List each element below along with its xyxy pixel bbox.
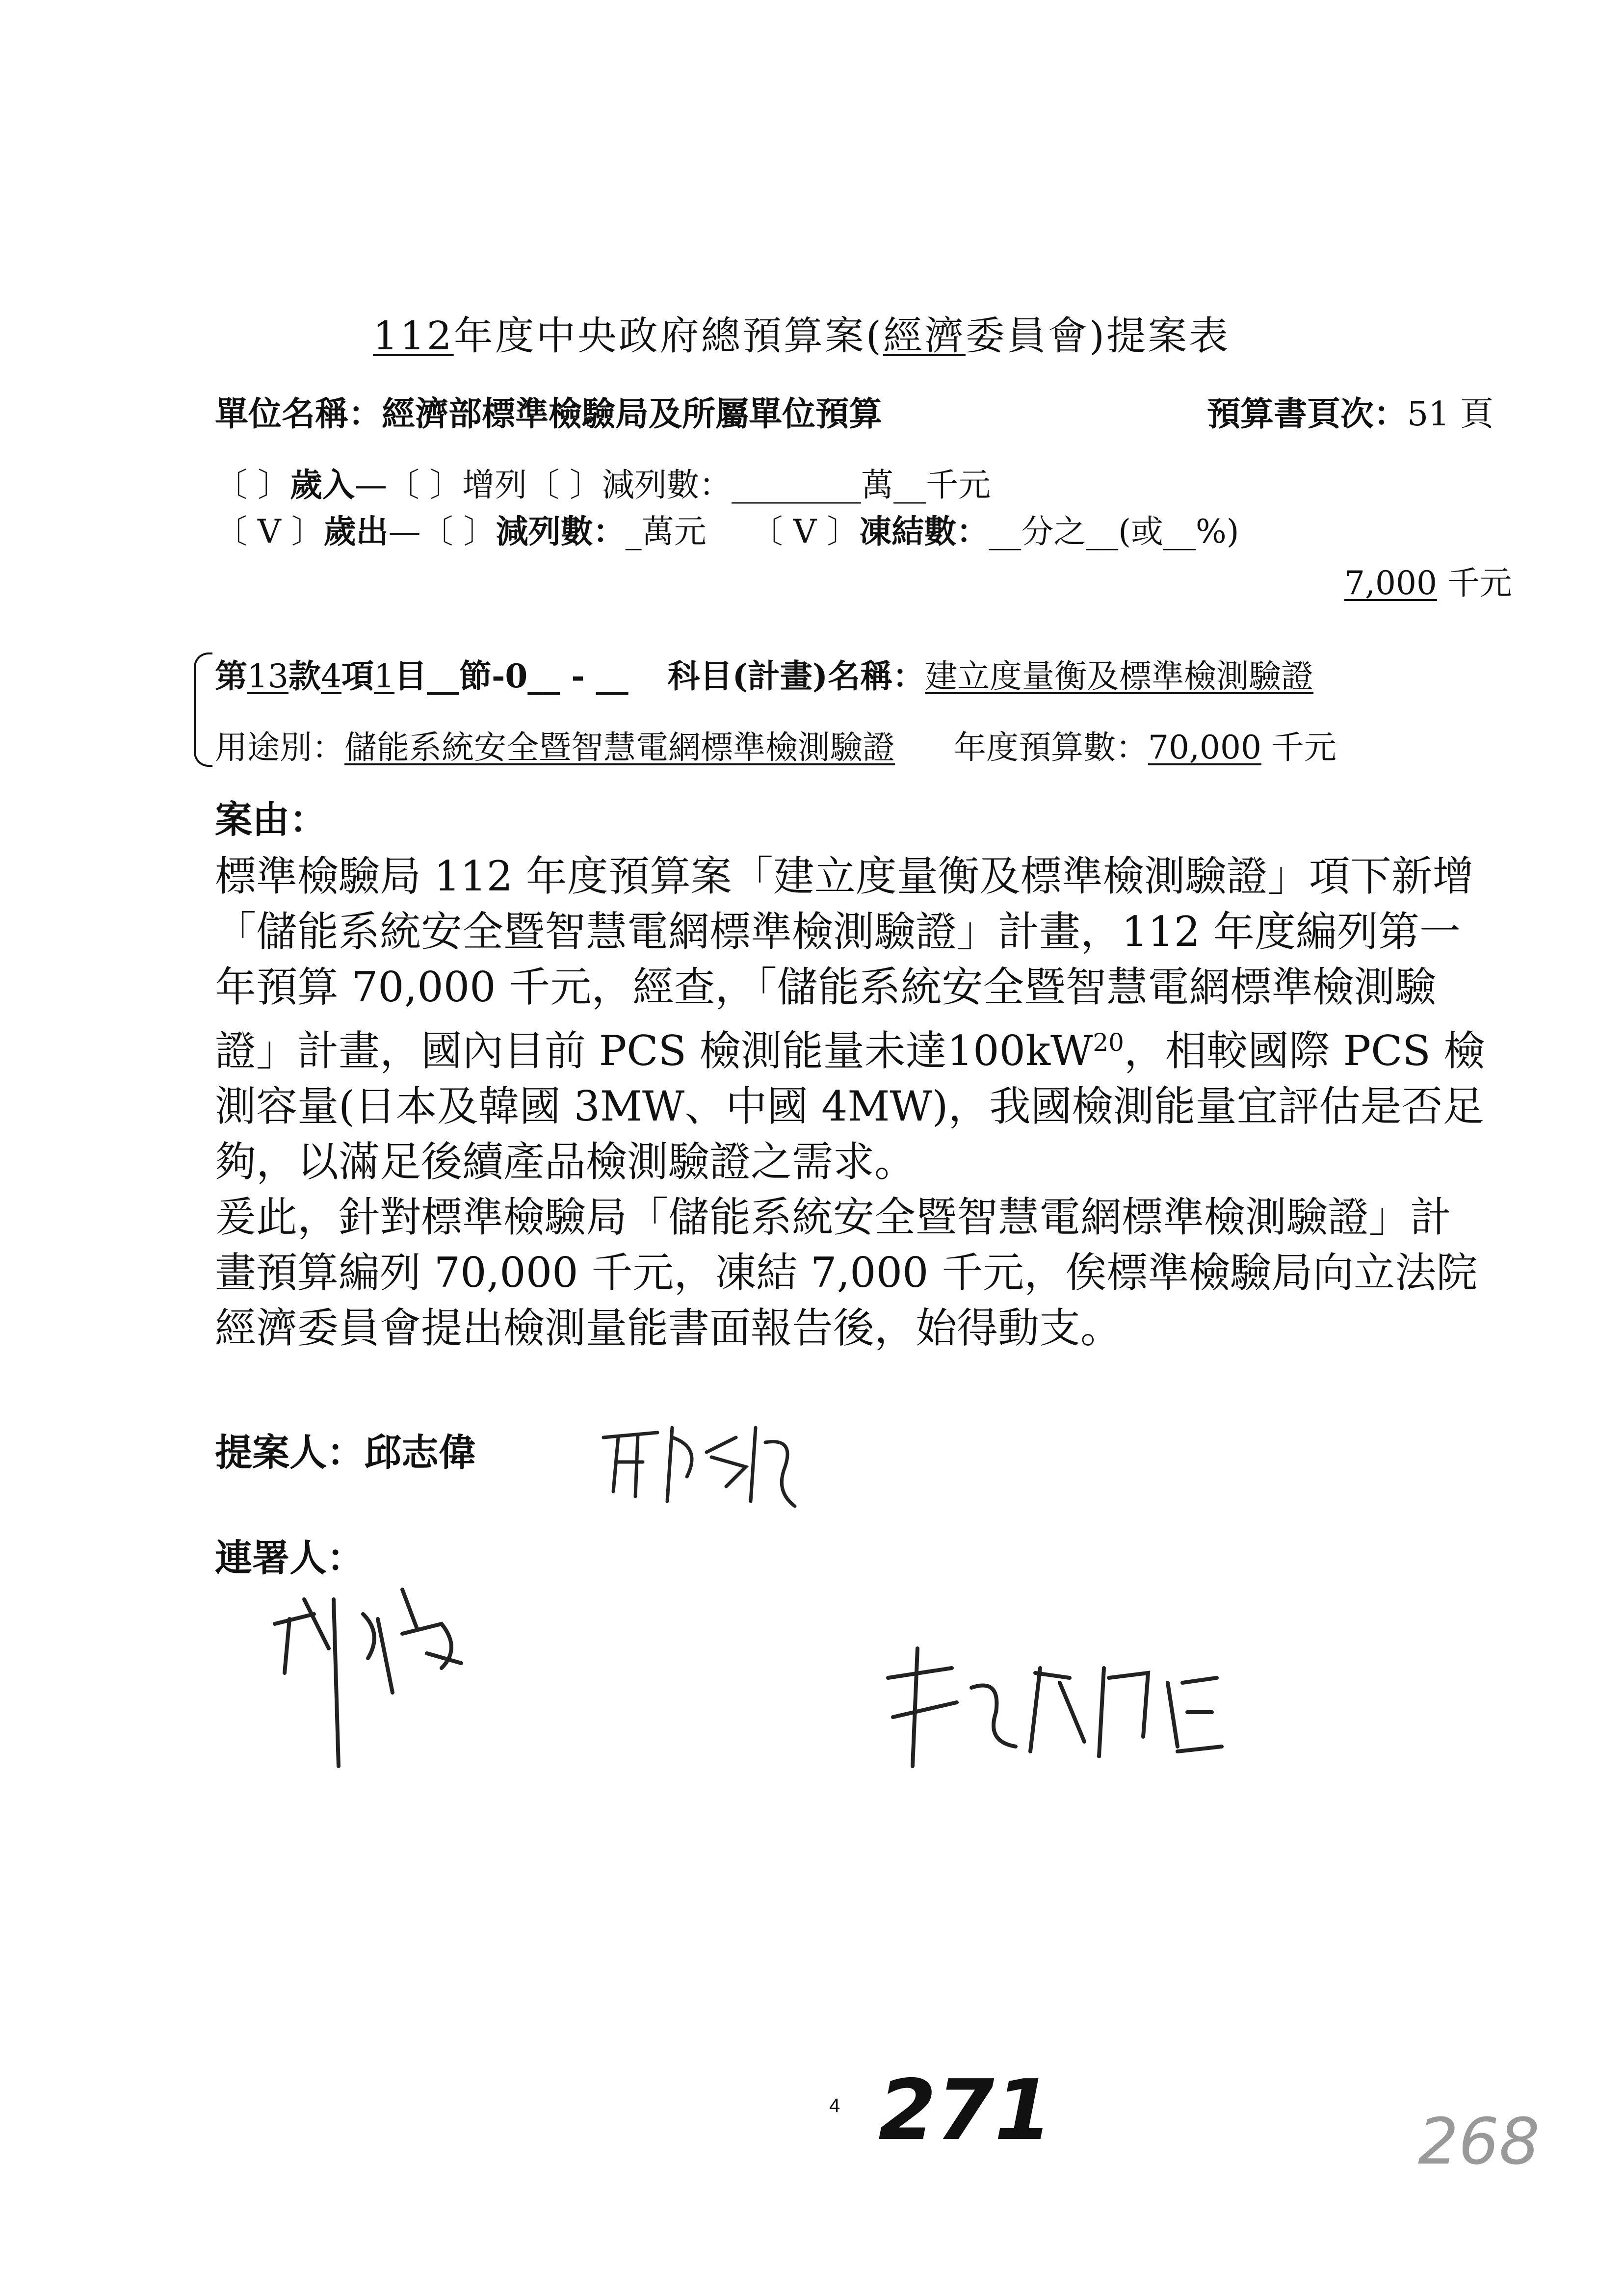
cosigner-signature-1 — [255, 1570, 486, 1776]
handwritten-page-number — [873, 2065, 1060, 2154]
usage-line: 用途別：儲能系統安全暨智慧電網標準檢測驗證 年度預算數：70,000 千元 — [215, 729, 1336, 766]
reason-body — [215, 849, 1491, 1356]
unit-name: 單位名稱：經濟部標準檢驗局及所屬單位預算 — [215, 394, 883, 434]
budget-item: 第13款4項1目__節-0__ - __ 科目(計畫)名稱：建立度量衡及標準檢測驗證 — [215, 657, 1314, 695]
budget-page: 預算書頁次：51 頁 — [1207, 394, 1494, 434]
form-title: 112年度中央政府總預算案(經濟委員會)提案表 — [373, 313, 1231, 359]
page-number: 4 — [829, 2095, 840, 2116]
cosigner-signature-2 — [873, 1629, 1227, 1776]
svg-text:271: 271 — [878, 2065, 1052, 2154]
reason-paragraph-1: 標準檢驗局 112 年度預算案「建立度量衡及標準檢測驗證」項下新增「儲能系統安全暨智慧電網標準檢測驗證」計畫，112 年度編列第一年預算 70,000 千元，經查，「儲能系統安全暨智慧電網標準檢測驗證」計畫，國內目前 PCS 檢測能量未達$100kW^{20}$，相較國際 PCS 檢測容量(日本及韓國 3MW、中國 4MW)，我國檢測能量宜評估是否足夠，以滿足後續產品檢測驗證之需求。 — [215, 852, 1485, 1186]
proposer: 提案人：邱志偉 — [215, 1431, 476, 1474]
reason-paragraph-2: 爰此，針對標準檢驗局「儲能系統安全暨智慧電網標準檢測驗證」計畫預算編列 70,000 千元，凍結 7,000 千元，俟標準檢驗局向立法院經濟委員會提出檢測量能書面報告後，始得動支。 — [215, 1193, 1478, 1352]
bracket-decoration — [194, 652, 212, 767]
expense-line: 〔 V 〕歲出—〔 〕減列數：_萬元 〔 V 〕凍結數：__分之__(或__%) — [215, 512, 1239, 550]
revenue-line: 〔 〕歲入—〔 〕增列〔 〕減列數：________萬__千元 — [215, 466, 991, 504]
cosigners-label: 連署人： — [215, 1536, 364, 1580]
handwritten-note — [1413, 2100, 1590, 2178]
svg-text:268: 268 — [1418, 2104, 1540, 2178]
reason-heading: 案由： — [215, 798, 327, 841]
freeze-amount: 7,000 千元 — [1344, 564, 1512, 602]
proposer-signature — [589, 1408, 814, 1521]
